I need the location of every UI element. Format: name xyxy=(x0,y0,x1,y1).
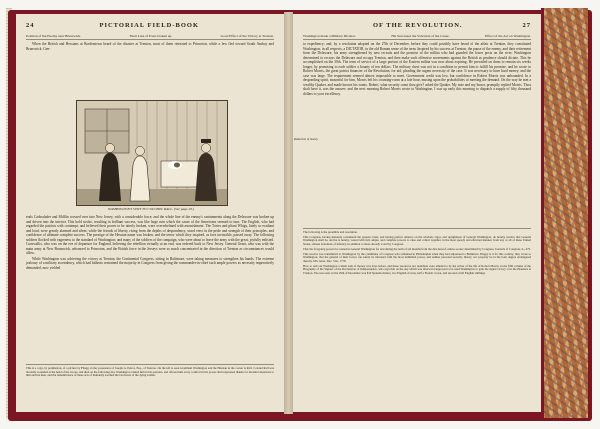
left-running-title: PICTORIAL FIELD-BOOK xyxy=(99,22,200,29)
right-page-header xyxy=(303,22,531,29)
side-note: Reduction of money. xyxy=(294,137,319,141)
footnote: That the foregoing powers be vested in General Washington for and during the term of six months from the date hereof, unless sooner determined by Congress. Journals of Congress, ii., 475. xyxy=(303,246,531,251)
left-page-header xyxy=(26,22,274,29)
right-main-text xyxy=(303,42,531,97)
left-subhead: Their Line of Posts broken up. xyxy=(129,34,173,38)
left-subhead: Position of the Enemy near Brunswick. xyxy=(26,34,82,38)
left-footnotes xyxy=(26,364,274,379)
right-running-title: OF THE REVOLUTION. xyxy=(372,22,463,29)
footnote: This Congress, having maturely considered the present crisis, and having perfect reliance on the wisdom, vigor, and uprightness of General Washington, do hereby resolve that General Washington shall be, and he is hereby, vested with full, ample, and complete powers to raise and collect together, in the most speedy and effectual manner, from any or all of these United States, sixteen battalions of infantry, in addition to those already voted by Congress. xyxy=(303,234,531,247)
engraving-illustration xyxy=(76,100,228,206)
marbled-edge xyxy=(541,8,588,418)
paragraph: to expediency; and, by a resolution adopted on the 27th of December, before they could possibly have heard of the affair at Trenton, they constituted Washington, in all respects, a DICTATOR, in the old Roman sense of the term. Inspired by his success at Trenton, the pause of the enemy, and their retirement from the Delaware; his army strengthened by new recruits and the promise of the militia who had guarded the lower posts on the river, Washington determined to recross the Delaware and occupy Trenton, and then make such offensive movements against the British as prudence should dictate. This he accomplished on the 30th. The term of service of a large portion of the Eastern militia was now about expiring. He prevailed on them to remain six weeks longer, by promising to each soldier a bounty of ten dollars. The military chest was not in a condition to permit him to fulfill his promise, and he wrote to Robert Morris, the great patriot financier of the Revolution, for aid, pleading the urgent necessity of the case. It was necessary to have hard money, and the case was large. The requirement seemed almost impossible to meet. Government credit was low, but confidence in Robert Morris was unbounded. In a desponding spirit, mournful for him, Morris left his counting-room at a late hour, musing upon the probabilities of meeting the demand. On the way he met a wealthy Quaker, and made known his wants. Robert, what security canst thou give? asked the Quaker. My note and my honor, promptly replied Morris. Thou shalt have it, was the answer; and the next morning Robert Morris wrote to Washington, I was up early this morning to dispatch a supply of fifty thousand dollars to your excellency. xyxy=(303,42,531,96)
paragraph: While Washington was achieving the victory at Trenton, the Continental Congress, sitting in Baltimore, were taking measures to strengthen his hands. The extreme jealousy of a military ascendency, which had hitherto restrained the majority in Congress from giving the commander-in-chief such ample powers as necessity imperatively demanded, now yielded xyxy=(26,256,274,270)
right-subhead: His Successes the Salvation of the Cause. xyxy=(391,34,450,38)
book-gutter xyxy=(284,12,293,414)
right-page xyxy=(293,14,541,412)
left-subheads xyxy=(26,34,274,40)
footnote: This is a copy, by permission, of a picture by Fhagg, in the possession of Joseph G. Peirce, Esq., of Trenton. On the left is seen Gramham Washington and the Hessian in the corner is Rall. Colonel Rall was mortally wounded at the head of his troops, and died on the following day. Washington visited him in his quarters, and offered him every comfort in his power. Rall expressed thanks for the kind attentions to him and his men, and the remembrance of these acts of humanity soothed the last hours of the dying soldier. xyxy=(26,366,274,378)
right-subhead: Washington made a Military Dictator. xyxy=(303,34,356,38)
engraving-caption xyxy=(56,207,246,211)
right-subhead: Effect of the Act on Washington. xyxy=(485,34,531,38)
right-page-number: 27 xyxy=(522,22,531,29)
paragraph: When the British and Hessians at Bordentown heard of the disaster at Trenton, most of them retreated to Princeton, while a few fled toward South Amboy and Brunswick. Gen- xyxy=(26,42,274,51)
left-page-number: 24 xyxy=(26,22,35,29)
right-subheads xyxy=(303,34,531,40)
caption-text: WASHINGTON'S VISIT TO COLONEL RALL. xyxy=(107,207,174,211)
left-main-text xyxy=(26,215,274,271)
footnote: The following is the preamble and resolution. xyxy=(303,230,358,234)
left-page xyxy=(16,14,284,412)
left-top-paragraph xyxy=(26,42,274,52)
footnote: How to nail our Washington a small sum of money was days before, and these resources nor doubtless were alluded to by the writer of the life of Robert Morris, in the fifth volume of the Biography of the Signers of the Declaration of Independence, who says that on the day which was afterward supposed to be used Washington to gain the signal victory over the Hessians at Trenton. The note sent on the 29th of December was $19 Spanish dollars, two English crowns, half a French crown, and ten and a half English shillings. xyxy=(303,263,531,276)
caption-ref: (See page 20.) xyxy=(173,207,195,211)
paragraph: erals Cadwalader and Mifflin crossed over into New Jersey, with a considerable force, and the whole line of the enemy's cantonments along the Delaware was broken up and driven into the interior. This bold stroke, resulting in brilliant success, was like huge ruin which the cause of the Americans seemed to turn. The English, who had regarded the patriots with contempt, and believed their power to be utterly broken, were overwhelmed with astonishment. The Tories and pliant Whigs, lately so exultant and loud, were greatly alarmed and silent; while the friends of liberty, rising from the depths of despondency, stood erect in the pride and strength of their principles, and confidence of ultimate complete success. The prestige of the Hessian name was broken, and the terror which they inspired, as foes invincible, passed away. The following soldiers flocked with eagerness to the standard of Washington; and many of the soldiers of the campaign, who were about to leave the army with the great, joyfully enlisted. Cornwallis, who was on the eve of departure for England, believing the rebellion virtually at an end, was ordered back to New Jersey. General Grant, who was with the main army at New Brunswick, advanced to Princeton, and the British force in the Jerseys were so much concentrated in the direction of Trenton as circumstances would allow. xyxy=(26,215,274,255)
left-subhead: Good Effect of the Victory at Trenton. xyxy=(220,34,274,38)
right-footnotes xyxy=(303,228,531,277)
footnote: This resolve was transmitted to Washington by the committee of Congress who remained in Philadelphia when they had adjourned to Baltimore. Happy is it for this country, they wrote to Washington, that the general of their forces can safely be intrusted with the most unlimited power, and neither personal security, liberty, nor property be in the least degree endangered thereby. MS. letter, Dec. 31st, 1776. xyxy=(303,251,531,263)
cover-edge xyxy=(541,8,544,418)
